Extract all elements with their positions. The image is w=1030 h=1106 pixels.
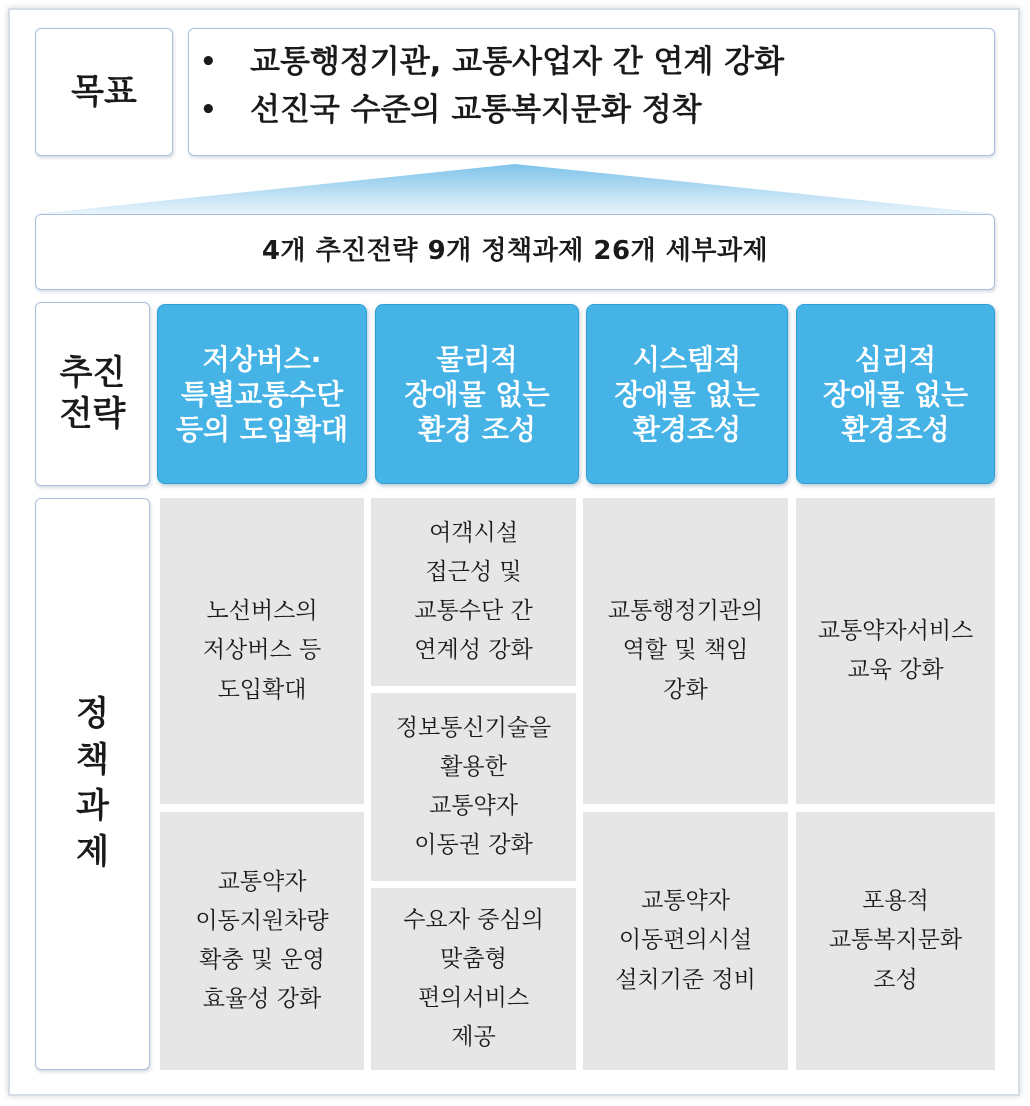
- task-col2-1: 여객시설 접근성 및 교통수단 간 연계성 강화: [371, 498, 576, 686]
- strategy-item-3: 시스템적 장애물 없는 환경조성: [586, 304, 788, 484]
- goal-item: • 교통행정기관, 교통사업자 간 연계 강화: [200, 38, 784, 86]
- goal-label: 목표: [71, 71, 137, 112]
- strategy-label: 추진 전략: [59, 353, 126, 434]
- task-col4-1: 교통약자서비스 교육 강화: [796, 498, 995, 804]
- task-col1-2: 교통약자 이동지원차량 확충 및 운영 효율성 강화: [160, 812, 364, 1070]
- strategy-item-2: 물리적 장애물 없는 환경 조성: [375, 304, 579, 484]
- strategy-item-1: 저상버스· 특별교통수단 등의 도입확대: [157, 304, 367, 484]
- strategy-item-4: 심리적 장애물 없는 환경조성: [796, 304, 995, 484]
- task-col3-2: 교통약자 이동편의시설 설치기준 정비: [583, 812, 788, 1070]
- goal-list: [200, 38, 784, 134]
- task-col4-2: 포용적 교통복지문화 조성: [796, 812, 995, 1070]
- goal-item: • 선진국 수준의 교통복지문화 정착: [200, 86, 784, 134]
- summary-text: 4개 추진전략 9개 정책과제 26개 세부과제: [261, 236, 769, 267]
- task-col3-1: 교통행정기관의 역할 및 책임 강화: [583, 498, 788, 804]
- up-arrow-icon: [35, 158, 995, 214]
- task-col1-1: 노선버스의 저상버스 등 도입확대: [160, 498, 364, 804]
- tasks-label: 정 책 과 제: [76, 694, 109, 872]
- task-col2-2: 정보통신기술을 활용한 교통약자 이동권 강화: [371, 693, 576, 881]
- task-col2-3: 수요자 중심의 맞춤형 편의서비스 제공: [371, 888, 576, 1070]
